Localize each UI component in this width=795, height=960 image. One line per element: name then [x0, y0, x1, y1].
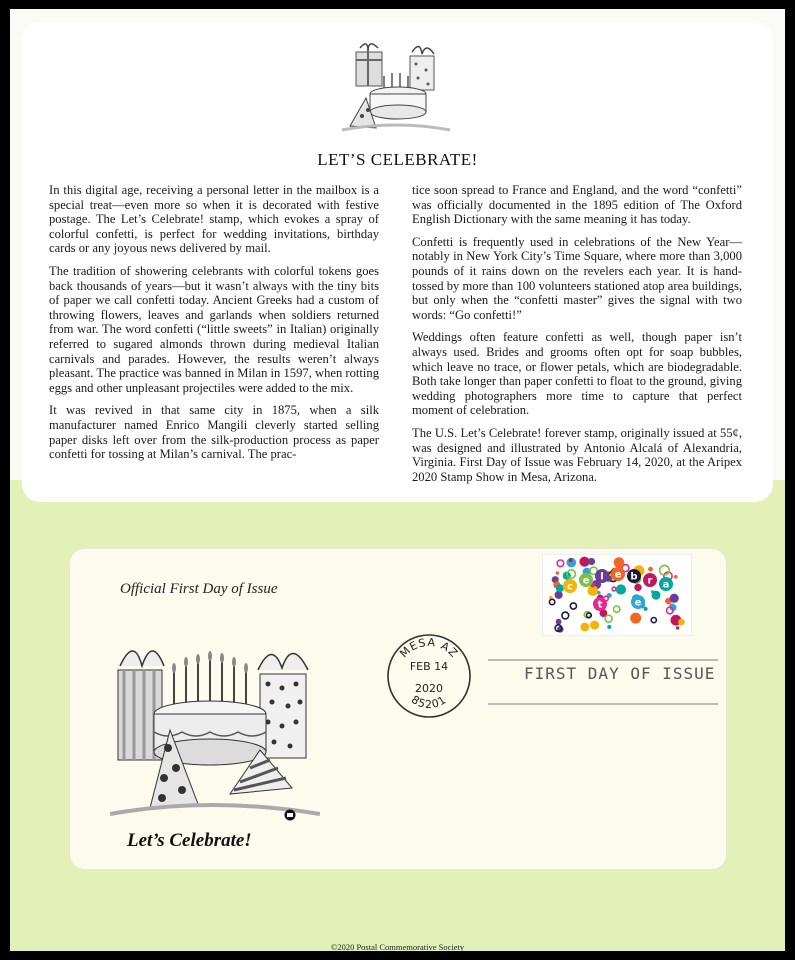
cachet-caption: Official First Day of Issue [120, 581, 278, 597]
article-right-column [412, 183, 742, 492]
confetti-dot [674, 575, 678, 579]
postmark-date: FEB 14 [409, 660, 449, 673]
confetti-dot [556, 584, 564, 592]
lets-celebrate-stamp [542, 554, 692, 636]
svg-text:85201 [409, 693, 449, 711]
stamp-letter: a [662, 579, 670, 591]
confetti-dot [588, 558, 595, 565]
confetti-dot [569, 558, 573, 562]
confetti-dot [580, 623, 589, 632]
article-left-column [49, 183, 379, 470]
confetti-dot [556, 619, 562, 625]
article-paragraph: The tradition of showering celebrants with colorful tokens goes back thousands of years—but it wasn’t always with the tiny bits of paper we call confetti today. Ancient Greeks had a custom of throwing flowers, leaves and garlands when soldiers returned from war. The word confetti (“little sweets” in Italian) originally referred to sugared almonds thrown during medieval Italian carnivals and parades. However, the results weren’t always pleasant. The practice was banned in Milan in 1597, when rotting eggs and other unpleasant projectiles were added to the mix. [49, 263, 379, 395]
article-paragraph: It was revived in that same city in 1875, when a silk manufacturer named Enrico Mangili cleverly started selling paper disks left over from the silk-production process as paper confetti for tossing at Milan’s carnival. The prac- [49, 403, 379, 462]
confetti-dot [676, 626, 679, 629]
postmark-city: MESA AZ [397, 635, 461, 661]
svg-text:MESA AZ [397, 636, 460, 661]
postmark-zip: 85201 [408, 692, 450, 711]
confetti-dot [597, 591, 600, 594]
article-paragraph: Confetti is frequently used in celebrations of the New Year—notably in New York City’s Time Square, where more than 3,000 pounds of it rains down on the revelers each year. It is hand-tossed by more than 100 volunteers stationed atop area buildings, but only when the “confetti master” gives the signal with two words: “Go confetti!” [412, 234, 742, 322]
confetti-dot [616, 584, 626, 594]
cachet-title: Let’s Celebrate! [127, 830, 252, 851]
stamp-letter: c [567, 581, 573, 593]
page-title: LET’S CELEBRATE! [317, 150, 478, 169]
confetti-dot [678, 619, 685, 626]
circular-postmark [385, 632, 473, 720]
confetti-dot [607, 625, 611, 629]
stamp-letter: r [647, 575, 653, 587]
copyright-footer: ©2020 Postal Commemorative Society [330, 942, 465, 952]
stamp-letter: b [630, 571, 638, 583]
confetti-dot [555, 591, 563, 599]
cake-gifts-illustration [340, 30, 452, 136]
confetti-dot [556, 571, 560, 575]
confetti-dot [614, 557, 625, 568]
cachet-cake-illustration [110, 618, 320, 818]
confetti-dot [590, 621, 599, 630]
article-paragraph: Weddings often feature confetti as well, though paper isn’t always used. Brides and grooms often opt for soap bubbles, which leave no trace, or flower petals, which are biodegradable. Both take longer than paper confetti to float to the ground, giving wedding photographers more time to capture that perfect moment of celebration. [412, 330, 742, 418]
first-day-cancel-text: FIRST DAY OF ISSUE [524, 664, 716, 683]
postmark-year: 2020 [415, 682, 443, 695]
article-paragraph: The U.S. Let’s Celebrate! forever stamp, originally issued at 55¢, was designed and illustrated by Antonio Alcalá of Alexandria, Virginia. First Day of Issue was February 14, 2020, at the Aripex 2020 Stamp Show in Mesa, Arizona. [412, 425, 742, 484]
confetti-dot [652, 591, 661, 600]
confetti-dot [634, 584, 641, 591]
cancel-lines [488, 648, 718, 718]
society-logo-icon [284, 809, 296, 821]
stamp-letter: e [634, 597, 642, 609]
confetti-dot [648, 567, 653, 572]
article-paragraph: tice soon spread to France and England, and the word “confetti” was officially documented in the 1895 edition of The Oxford English Dictionary with the same meaning it has today. [412, 183, 742, 227]
stamp-letter: l [600, 571, 604, 583]
stamp-letter: e [614, 569, 622, 581]
confetti-dot [630, 613, 641, 624]
stamp-letter: e [582, 575, 590, 587]
stamp-letter: t [597, 599, 603, 611]
article-paragraph: In this digital age, receiving a personal letter in the mailbox is a special treat—even more so when it is decorated with festive postage. The Let’s Celebrate! stamp, which evokes a spray of colorful confetti, is perfect for wedding invitations, birthday cards or any joyous news delivered by mail. [49, 183, 379, 256]
confetti-dot [644, 607, 648, 611]
confetti-dot [670, 594, 679, 603]
